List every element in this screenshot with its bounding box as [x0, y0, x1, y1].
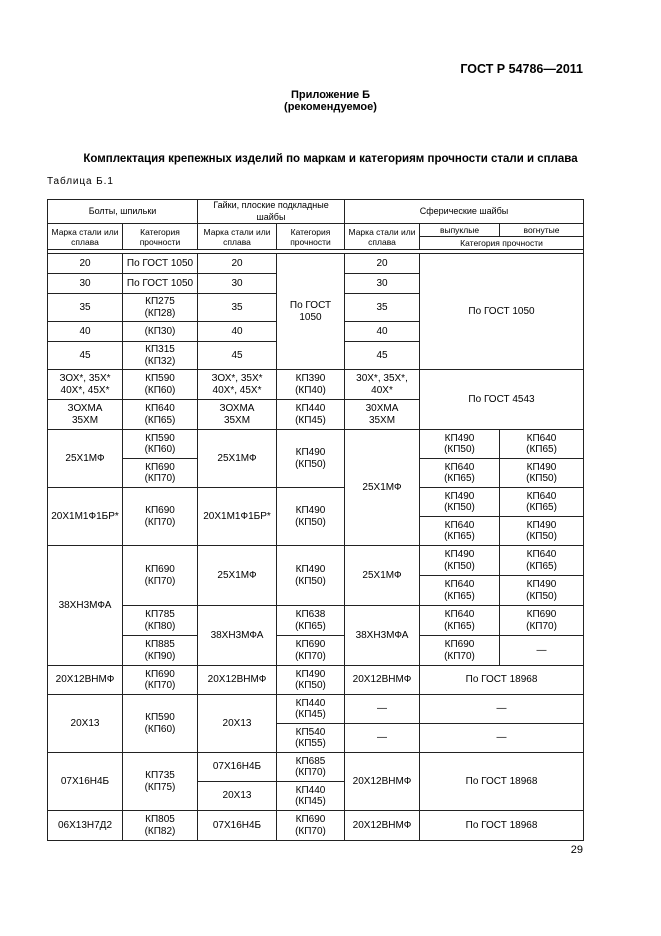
- bolt-grade: 20: [48, 254, 123, 274]
- nut-grade: 20Х1М1Ф1БР*: [198, 488, 277, 546]
- table-row: [48, 430, 584, 459]
- bolt-category: КП315 (КП32): [123, 342, 198, 370]
- table-row: [48, 606, 584, 636]
- bolt-grade: 07Х16Н4Б: [48, 753, 123, 811]
- concave-category: КП640 (КП65): [500, 430, 584, 459]
- bolt-category: КП690 (КП70): [123, 488, 198, 546]
- nut-grade: 30: [198, 274, 277, 294]
- nut-grade: 20Х13: [198, 782, 277, 811]
- washer-category: По ГОСТ 18968: [420, 753, 584, 811]
- header-nut-category: Категория прочности: [277, 224, 345, 250]
- nut-grade: ЗОХ*, 35Х* 40Х*, 45Х*: [198, 370, 277, 400]
- appendix-title: Приложение Б: [290, 89, 371, 101]
- washer-grade: 45: [345, 342, 420, 370]
- bolt-grade: 06Х13Н7Д2: [48, 811, 123, 841]
- bolt-category: КП735 (КП75): [123, 753, 198, 811]
- standard-code: ГОСТ Р 54786—2011: [460, 62, 583, 76]
- bolt-grade: 20Х12ВНМФ: [48, 666, 123, 695]
- concave-category: КП490 (КП50): [500, 517, 584, 546]
- washer-grade: 35: [345, 294, 420, 322]
- washer-grade: 20Х12ВНМФ: [345, 811, 420, 841]
- header-bolts: Болты, шпильки: [48, 200, 198, 224]
- nut-grade: 07Х16Н4Б: [198, 753, 277, 782]
- convex-category: КП490 (КП50): [420, 488, 500, 517]
- nut-category: КП440 (КП45): [277, 782, 345, 811]
- nut-grade: 20: [198, 254, 277, 274]
- convex-category: КП640 (КП65): [420, 517, 500, 546]
- washer-grade: 20Х12ВНМФ: [345, 666, 420, 695]
- nut-category: КП690 (КП70): [277, 811, 345, 841]
- nut-category: КП490 (КП50): [277, 546, 345, 606]
- washer-grade: 38ХН3МФА: [345, 606, 420, 666]
- table-row: [48, 666, 584, 695]
- header-washer-grade: Марка стали или сплава: [345, 224, 420, 250]
- bolt-category: КП275 (КП28): [123, 294, 198, 322]
- bolt-grade: 38ХН3МФА: [48, 546, 123, 666]
- washer-grade: 20: [345, 254, 420, 274]
- washer-grade: —: [345, 695, 420, 724]
- bolt-category: По ГОСТ 1050: [123, 254, 198, 274]
- nut-grade: 20Х13: [198, 695, 277, 753]
- header-nuts: Гайки, плоские подкладные шайбы: [198, 200, 345, 224]
- header-concave: вогнутые: [500, 224, 584, 237]
- bolt-category: КП640 (КП65): [123, 400, 198, 430]
- nut-category: КП440 (КП45): [277, 400, 345, 430]
- table-row: [48, 753, 584, 782]
- section-heading: Комплектация крепежных изделий по маркам и категориям прочности стали и сплава: [83, 153, 578, 165]
- bolt-grade: 40: [48, 322, 123, 342]
- washer-category: По ГОСТ 1050: [420, 254, 584, 370]
- washer-grade: 30: [345, 274, 420, 294]
- concave-category: —: [500, 636, 584, 666]
- nut-grade: 07Х16Н4Б: [198, 811, 277, 841]
- appendix-subtitle: (рекомендуемое): [284, 101, 377, 113]
- washer-grade: —: [345, 724, 420, 753]
- concave-category: КП690 (КП70): [500, 606, 584, 636]
- convex-category: КП490 (КП50): [420, 430, 500, 459]
- header-washer-category: Категория прочности: [420, 237, 584, 250]
- bolt-category: КП885 (КП90): [123, 636, 198, 666]
- header-convex: выпуклые: [420, 224, 500, 237]
- bolt-category: По ГОСТ 1050: [123, 274, 198, 294]
- fastener-table: [47, 199, 584, 841]
- washer-category: По ГОСТ 18968: [420, 666, 584, 695]
- nut-grade: 45: [198, 342, 277, 370]
- convex-category: КП640 (КП65): [420, 459, 500, 488]
- header-spherical: Сферические шайбы: [345, 200, 584, 224]
- concave-category: КП490 (КП50): [500, 576, 584, 606]
- nut-grade: 40: [198, 322, 277, 342]
- appendix-heading: [0, 89, 661, 113]
- bolt-category: КП690 (КП70): [123, 459, 198, 488]
- bolt-category: КП590 (КП60): [123, 695, 198, 753]
- convex-category: КП490 (КП50): [420, 546, 500, 576]
- bolt-grade: 25Х1МФ: [48, 430, 123, 488]
- nut-category: КП685 (КП70): [277, 753, 345, 782]
- header-nut-grade: Марка стали или сплава: [198, 224, 277, 250]
- bolt-category: КП785 (КП80): [123, 606, 198, 636]
- bolt-category: КП690 (КП70): [123, 546, 198, 606]
- washer-grade: 25Х1МФ: [345, 430, 420, 546]
- page-number: 29: [570, 844, 583, 856]
- convex-category: КП640 (КП65): [420, 576, 500, 606]
- table-row: [48, 695, 584, 724]
- nut-grade: ЗОХМА 35ХМ: [198, 400, 277, 430]
- washer-category: По ГОСТ 18968: [420, 811, 584, 841]
- concave-category: КП640 (КП65): [500, 546, 584, 576]
- bolt-category: КП590 (КП60): [123, 370, 198, 400]
- header-bolt-grade: Марка стали или сплава: [48, 224, 123, 250]
- nut-grade: 35: [198, 294, 277, 322]
- table-row: [48, 636, 584, 666]
- table-row: [48, 370, 584, 400]
- washer-grade: 30Х*, 35Х*, 40Х*: [345, 370, 420, 400]
- nut-category: КП638 (КП65): [277, 606, 345, 636]
- bolt-category: КП805 (КП82): [123, 811, 198, 841]
- nut-grade: 25Х1МФ: [198, 430, 277, 488]
- washer-grade: 40: [345, 322, 420, 342]
- bolt-grade: 30: [48, 274, 123, 294]
- concave-category: КП490 (КП50): [500, 459, 584, 488]
- convex-category: КП690 (КП70): [420, 636, 500, 666]
- bolt-category: КП590 (КП60): [123, 430, 198, 459]
- nut-category: КП490 (КП50): [277, 666, 345, 695]
- washer-category: —: [420, 695, 584, 724]
- nut-category: По ГОСТ 1050: [277, 254, 345, 370]
- nut-category: КП540 (КП55): [277, 724, 345, 753]
- nut-category: КП490 (КП50): [277, 430, 345, 488]
- washer-grade: 25Х1МФ: [345, 546, 420, 606]
- nut-grade: 25Х1МФ: [198, 546, 277, 606]
- bolt-category: КП690 (КП70): [123, 666, 198, 695]
- bolt-grade: 20Х1М1Ф1БР*: [48, 488, 123, 546]
- washer-grade: 30ХМА 35ХМ: [345, 400, 420, 430]
- bolt-grade: 20Х13: [48, 695, 123, 753]
- washer-grade: 20Х12ВНМФ: [345, 753, 420, 811]
- bolt-category: (КП30): [123, 322, 198, 342]
- bolt-grade: ЗОХ*, 35Х* 40Х*, 45Х*: [48, 370, 123, 400]
- convex-category: КП640 (КП65): [420, 606, 500, 636]
- bolt-grade: 35: [48, 294, 123, 322]
- table-row: [48, 254, 584, 274]
- washer-category: По ГОСТ 4543: [420, 370, 584, 430]
- washer-category: —: [420, 724, 584, 753]
- nut-category: КП440 (КП45): [277, 695, 345, 724]
- nut-grade: 20Х12ВНМФ: [198, 666, 277, 695]
- header-bolt-category: Категория прочности: [123, 224, 198, 250]
- nut-category: КП690 (КП70): [277, 636, 345, 666]
- nut-grade: 38ХН3МФА: [198, 606, 277, 666]
- nut-category: КП490 (КП50): [277, 488, 345, 546]
- table-row: [48, 811, 584, 841]
- bolt-grade: 45: [48, 342, 123, 370]
- bolt-grade: ЗОХМА 35ХМ: [48, 400, 123, 430]
- nut-category: КП390 (КП40): [277, 370, 345, 400]
- table-row: [48, 488, 584, 517]
- table-label: Таблица Б.1: [47, 176, 114, 187]
- table-row: [48, 546, 584, 576]
- concave-category: КП640 (КП65): [500, 488, 584, 517]
